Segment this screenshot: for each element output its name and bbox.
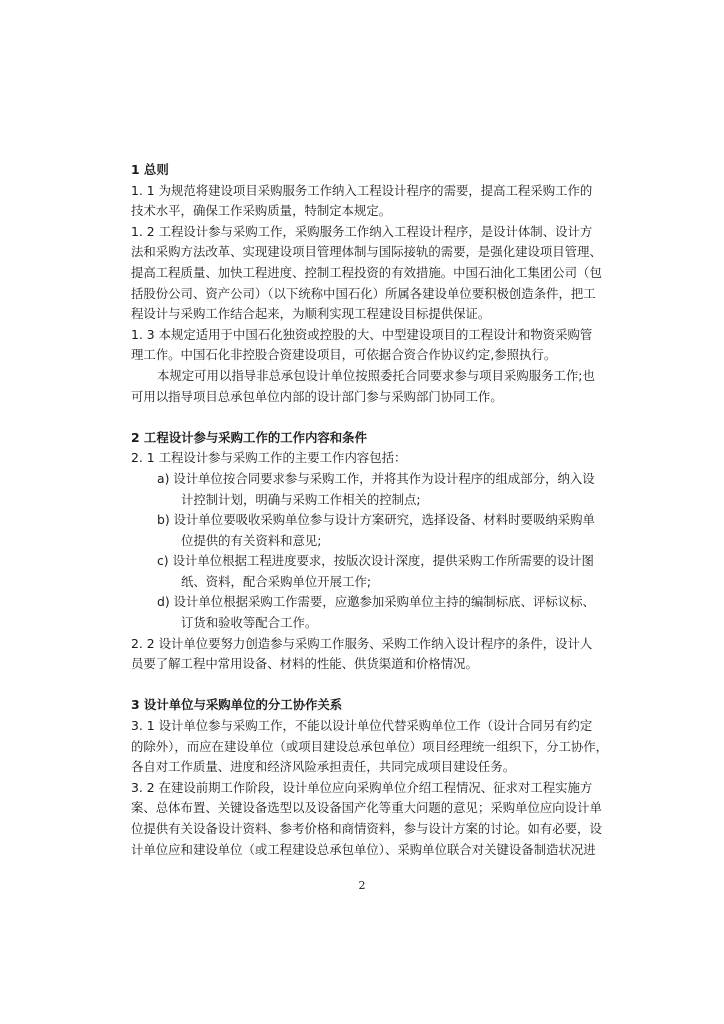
section-gap [131,675,593,696]
paragraph-line: 可用以指导项目总承包单位内部的设计部门参与采购部门协同工作。 [131,388,503,404]
paragraph-line: 的除外），而应在建设单位（或项目建设总承包单位）项目经理统一组织下，分工协作， [131,738,609,754]
paragraph-line: 程设计与采购工作结合起来，为顺利实现工程建设目标提供保证。 [131,306,491,322]
section-heading: 3 设计单位与采购单位的分工协作关系 [131,697,343,713]
paragraph-line: 提高工程质量、加快工程进度、控制工程投资的有效措施。中国石油化工集团公司（包 [131,264,602,280]
list-item: d) 设计单位根据采购工作需要，应邀参加采购单位主持的编制标底、评标议标、 [157,594,595,610]
list-item: b) 设计单位要吸收采购单位参与设计方案研究，选择设备、材料时要吸纳采购单 [157,512,595,528]
paragraph-line: 位提供有关设备设计资料、参考价格和商情资料，参与设计方案的讨论。如有必要，设 [131,821,602,836]
list-item-continuation: 位提供的有关资料和意见; [181,532,322,548]
paragraph-line: 括股份公司、资产公司）（以下统称中国石化）所属各建设单位要积极创造条件，把工 [131,285,596,301]
paragraph-line: 2. 1 工程设计参与采购工作的主要工作内容包括： [131,450,407,466]
page-number: 2 [358,879,366,892]
list-item-continuation: 纸、资料，配合采购单位开展工作; [181,573,372,589]
paragraph-line: 3. 1 设计单位参与采购工作，不能以设计单位代替采购单位工作（设计合同另有约定 [131,718,593,734]
paragraph-line: 1. 3 本规定适用于中国石化独资或控股的大、中型建设项目的工程设计和物资采购管 [131,326,593,342]
paragraph-line: 各自对工作质量、进度和经济风险承担责任，共同完成项目建设任务。 [131,759,516,775]
paragraph-line: 2. 2 设计单位要努力创造参与采购工作服务、采购工作纳入设计程序的条件，设计人 [131,635,593,651]
paragraph-line: 1. 1 为规范将建设项目采购服务工作纳入工程设计程序的需要，提高工程采购工作的 [131,182,593,198]
paragraph-line: 计单位应和建设单位（或工程建设总承包单位）、采购单位联合对关键设备制造状况进 [131,841,596,857]
paragraph-line: 技术水平，确保工作采购质量，特制定本规定。 [131,203,392,219]
paragraph-line: 员要了解工程中常用设备、材料的性能、供货渠道和价格情况。 [131,656,478,672]
section-gap [131,407,593,428]
paragraph-line: 本规定可用以指导非总承包设计单位按照委托合同要求参与项目采购服务工作;也 [157,367,595,383]
paragraph-line: 1. 2 工程设计参与采购工作，采购服务工作纳入工程设计程序，是设计体制、设计方 [131,223,593,239]
paragraph-line: 法和采购方法改革、实现建设项目管理体制与国际接轨的需要，是强化建设项目管理、 [131,244,602,260]
section-heading: 2 工程设计参与采购工作的工作内容和条件 [131,429,367,445]
paragraph-line: 案、总体布置、关键设备选型以及设备国产化等重大问题的意见；采购单位应向设计单 [131,800,602,816]
list-item: a) 设计单位按合同要求参与采购工作，并将其作为设计程序的组成部分，纳入设 [157,470,595,486]
paragraph-line: 理工作。中国石化非控股合资建设项目，可依据合资合作协议约定,参照执行。 [131,347,557,363]
section-heading: 1 总则 [131,162,169,177]
list-item: c) 设计单位根据工程进度要求，按版次设计深度，提供采购工作所需要的设计图 [157,553,594,569]
paragraph-line: 3. 2 在建设前期工作阶段，设计单位应向采购单位介绍工程情况、征求对工程实施方 [131,779,593,795]
list-item-continuation: 订货和验收等配合工作。 [181,615,318,631]
document-body [131,160,609,860]
list-item-continuation: 计控制计划，明确与采购工作相关的控制点; [181,491,421,507]
